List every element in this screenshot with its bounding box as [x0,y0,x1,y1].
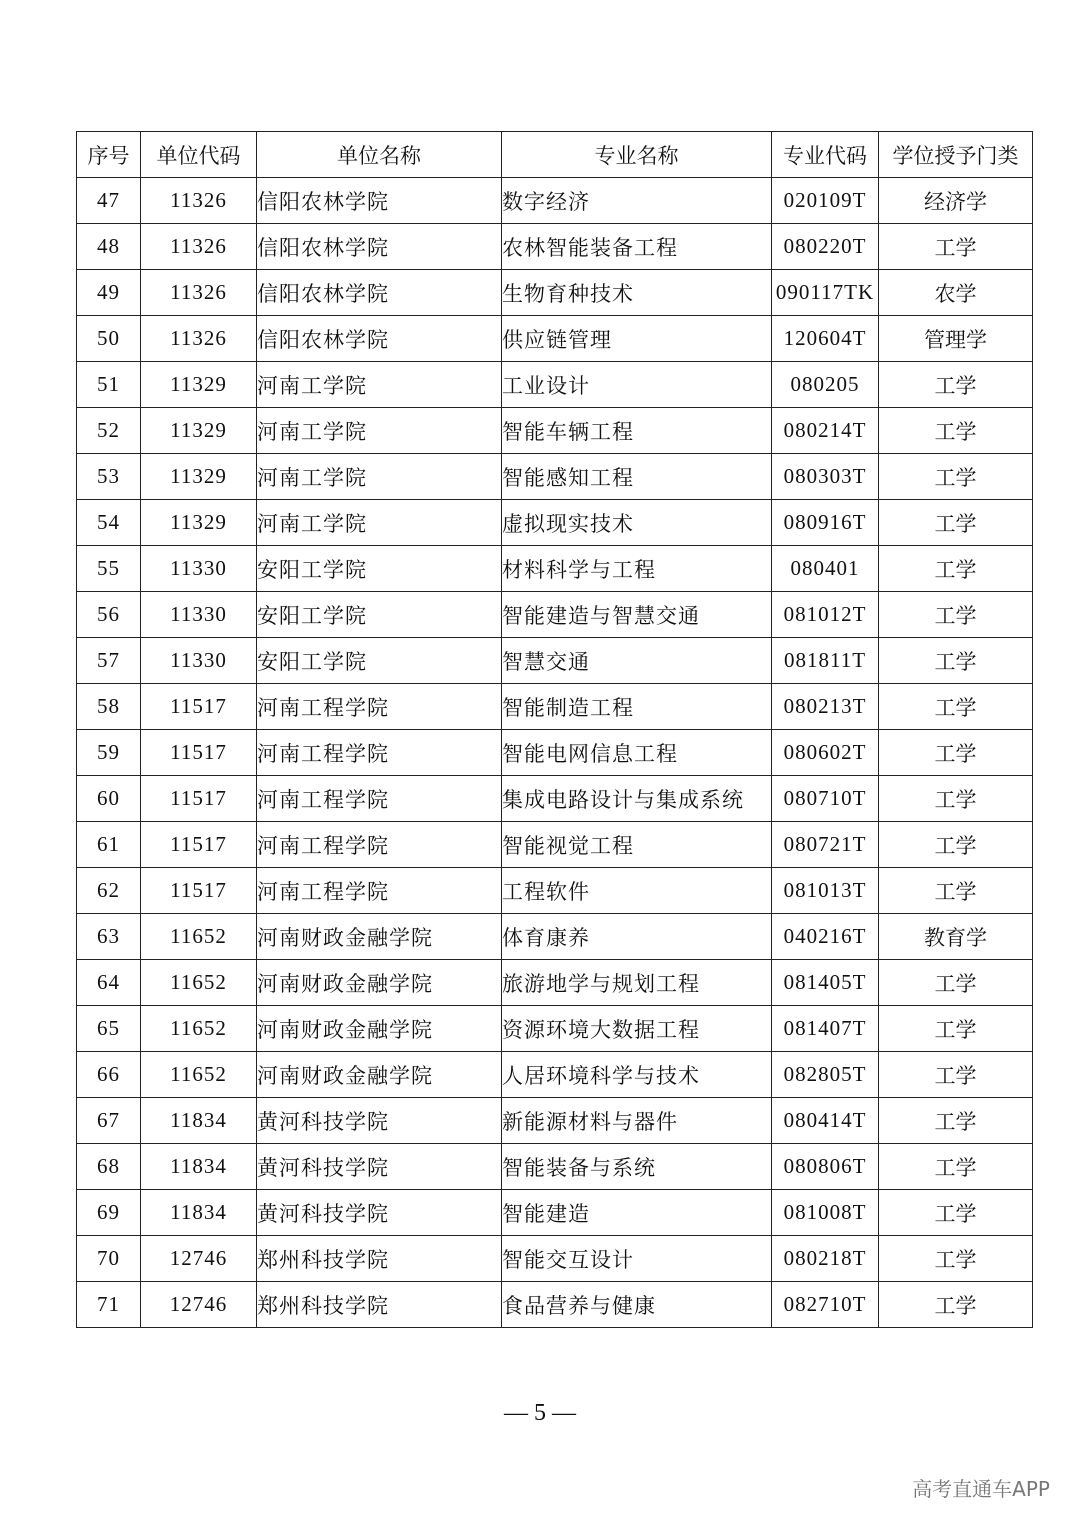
cell-seq: 48 [77,224,141,270]
cell-unit-name: 河南工程学院 [257,730,502,776]
cell-degree-category: 工学 [879,1098,1033,1144]
cell-unit-code: 11834 [141,1190,257,1236]
cell-major-code: 082805T [772,1052,879,1098]
cell-unit-code: 11326 [141,224,257,270]
cell-unit-code: 12746 [141,1236,257,1282]
cell-major-code: 081008T [772,1190,879,1236]
cell-major-name: 智能视觉工程 [502,822,772,868]
table-row [77,1052,1033,1098]
cell-degree-category: 工学 [879,500,1033,546]
cell-seq: 64 [77,960,141,1006]
cell-degree-category: 工学 [879,454,1033,500]
cell-major-code: 080220T [772,224,879,270]
cell-unit-code: 11652 [141,914,257,960]
cell-major-code: 080710T [772,776,879,822]
cell-unit-code: 11834 [141,1144,257,1190]
cell-major-name: 供应链管理 [502,316,772,362]
cell-major-name: 工业设计 [502,362,772,408]
table-body [77,178,1033,1328]
cell-degree-category: 工学 [879,1006,1033,1052]
cell-degree-category: 工学 [879,592,1033,638]
cell-major-name: 虚拟现实技术 [502,500,772,546]
cell-unit-name: 信阳农林学院 [257,224,502,270]
cell-seq: 56 [77,592,141,638]
cell-seq: 63 [77,914,141,960]
cell-major-name: 智能制造工程 [502,684,772,730]
cell-seq: 68 [77,1144,141,1190]
cell-major-code: 081811T [772,638,879,684]
cell-major-name: 数字经济 [502,178,772,224]
cell-major-code: 080213T [772,684,879,730]
table-row [77,500,1033,546]
header-unit-name: 单位名称 [257,132,502,178]
cell-major-code: 080205 [772,362,879,408]
cell-degree-category: 工学 [879,730,1033,776]
cell-major-code: 080218T [772,1236,879,1282]
cell-unit-code: 12746 [141,1282,257,1328]
cell-seq: 60 [77,776,141,822]
table-row [77,730,1033,776]
cell-major-name: 新能源材料与器件 [502,1098,772,1144]
cell-degree-category: 工学 [879,224,1033,270]
table-row [77,1236,1033,1282]
cell-unit-name: 安阳工学院 [257,592,502,638]
cell-seq: 54 [77,500,141,546]
cell-unit-name: 信阳农林学院 [257,178,502,224]
cell-major-code: 080303T [772,454,879,500]
cell-unit-name: 河南工程学院 [257,684,502,730]
cell-degree-category: 工学 [879,1190,1033,1236]
cell-degree-category: 管理学 [879,316,1033,362]
cell-major-name: 智能车辆工程 [502,408,772,454]
cell-major-code: 080214T [772,408,879,454]
cell-unit-name: 河南工程学院 [257,868,502,914]
cell-unit-name: 信阳农林学院 [257,270,502,316]
cell-degree-category: 经济学 [879,178,1033,224]
table-row [77,178,1033,224]
cell-unit-name: 安阳工学院 [257,638,502,684]
cell-unit-code: 11834 [141,1098,257,1144]
cell-major-name: 智慧交通 [502,638,772,684]
cell-unit-code: 11330 [141,592,257,638]
table-row [77,224,1033,270]
cell-major-name: 智能建造 [502,1190,772,1236]
cell-seq: 69 [77,1190,141,1236]
cell-major-code: 080414T [772,1098,879,1144]
table-row [77,960,1033,1006]
cell-major-name: 生物育种技术 [502,270,772,316]
cell-major-name: 材料科学与工程 [502,546,772,592]
cell-seq: 51 [77,362,141,408]
cell-unit-name: 河南工学院 [257,500,502,546]
cell-major-code: 080806T [772,1144,879,1190]
cell-major-code: 120604T [772,316,879,362]
cell-major-code: 090117TK [772,270,879,316]
table-row [77,1098,1033,1144]
cell-seq: 70 [77,1236,141,1282]
cell-unit-name: 安阳工学院 [257,546,502,592]
cell-major-code: 081405T [772,960,879,1006]
cell-unit-name: 郑州科技学院 [257,1236,502,1282]
cell-unit-name: 河南财政金融学院 [257,914,502,960]
header-unit-code: 单位代码 [141,132,257,178]
cell-unit-name: 黄河科技学院 [257,1190,502,1236]
cell-major-code: 080916T [772,500,879,546]
cell-major-code: 080602T [772,730,879,776]
table-row [77,1190,1033,1236]
cell-seq: 55 [77,546,141,592]
cell-degree-category: 工学 [879,1052,1033,1098]
cell-seq: 57 [77,638,141,684]
cell-major-name: 旅游地学与规划工程 [502,960,772,1006]
cell-major-code: 040216T [772,914,879,960]
table-row [77,454,1033,500]
cell-unit-name: 黄河科技学院 [257,1098,502,1144]
cell-major-name: 集成电路设计与集成系统 [502,776,772,822]
table-row [77,684,1033,730]
cell-degree-category: 工学 [879,1236,1033,1282]
cell-seq: 58 [77,684,141,730]
cell-degree-category: 工学 [879,638,1033,684]
cell-seq: 49 [77,270,141,316]
cell-unit-code: 11517 [141,868,257,914]
cell-major-name: 体育康养 [502,914,772,960]
table-row [77,546,1033,592]
cell-seq: 52 [77,408,141,454]
cell-unit-name: 河南工学院 [257,408,502,454]
cell-major-code: 081013T [772,868,879,914]
table-row [77,1144,1033,1190]
cell-unit-code: 11652 [141,1006,257,1052]
cell-unit-name: 郑州科技学院 [257,1282,502,1328]
cell-seq: 61 [77,822,141,868]
cell-degree-category: 工学 [879,868,1033,914]
cell-unit-code: 11517 [141,684,257,730]
cell-major-name: 智能建造与智慧交通 [502,592,772,638]
table-row [77,1282,1033,1328]
watermark: 高考直通车APP [912,1477,1050,1501]
cell-degree-category: 工学 [879,822,1033,868]
cell-unit-code: 11517 [141,730,257,776]
cell-unit-name: 河南工程学院 [257,776,502,822]
cell-degree-category: 工学 [879,1282,1033,1328]
cell-seq: 53 [77,454,141,500]
cell-degree-category: 工学 [879,960,1033,1006]
cell-unit-name: 河南财政金融学院 [257,1052,502,1098]
cell-unit-code: 11329 [141,500,257,546]
majors-table [76,131,1033,1328]
table-row [77,362,1033,408]
table-row [77,776,1033,822]
cell-seq: 59 [77,730,141,776]
header-seq: 序号 [77,132,141,178]
cell-seq: 66 [77,1052,141,1098]
cell-major-code: 020109T [772,178,879,224]
cell-unit-code: 11329 [141,362,257,408]
table-row [77,638,1033,684]
cell-major-name: 资源环境大数据工程 [502,1006,772,1052]
cell-major-code: 081407T [772,1006,879,1052]
table-row [77,270,1033,316]
table-row [77,1006,1033,1052]
cell-major-name: 食品营养与健康 [502,1282,772,1328]
cell-unit-code: 11652 [141,1052,257,1098]
cell-seq: 47 [77,178,141,224]
cell-unit-name: 河南财政金融学院 [257,1006,502,1052]
header-degree-category: 学位授予门类 [879,132,1033,178]
cell-major-code: 080721T [772,822,879,868]
cell-degree-category: 工学 [879,776,1033,822]
cell-unit-code: 11517 [141,822,257,868]
cell-unit-name: 河南工程学院 [257,822,502,868]
cell-seq: 71 [77,1282,141,1328]
cell-major-name: 智能交互设计 [502,1236,772,1282]
cell-degree-category: 工学 [879,1144,1033,1190]
cell-seq: 65 [77,1006,141,1052]
cell-degree-category: 工学 [879,362,1033,408]
cell-unit-code: 11326 [141,270,257,316]
cell-seq: 50 [77,316,141,362]
cell-unit-code: 11326 [141,178,257,224]
cell-unit-name: 河南工学院 [257,362,502,408]
cell-major-code: 082710T [772,1282,879,1328]
cell-degree-category: 工学 [879,408,1033,454]
cell-major-code: 081012T [772,592,879,638]
cell-unit-code: 11329 [141,408,257,454]
cell-unit-code: 11652 [141,960,257,1006]
cell-unit-code: 11330 [141,546,257,592]
cell-unit-name: 黄河科技学院 [257,1144,502,1190]
page-number: — 5 — [504,1400,576,1426]
cell-degree-category: 农学 [879,270,1033,316]
cell-unit-name: 河南财政金融学院 [257,960,502,1006]
header-major-name: 专业名称 [502,132,772,178]
cell-seq: 67 [77,1098,141,1144]
cell-unit-code: 11326 [141,316,257,362]
table-row [77,868,1033,914]
cell-major-name: 智能感知工程 [502,454,772,500]
cell-major-name: 农林智能装备工程 [502,224,772,270]
cell-major-name: 智能装备与系统 [502,1144,772,1190]
cell-seq: 62 [77,868,141,914]
cell-major-name: 智能电网信息工程 [502,730,772,776]
table-row [77,822,1033,868]
table-header [77,132,1033,178]
cell-degree-category: 工学 [879,684,1033,730]
cell-unit-code: 11329 [141,454,257,500]
table-row [77,316,1033,362]
cell-major-name: 人居环境科学与技术 [502,1052,772,1098]
cell-unit-name: 信阳农林学院 [257,316,502,362]
cell-unit-code: 11517 [141,776,257,822]
header-major-code: 专业代码 [772,132,879,178]
cell-unit-name: 河南工学院 [257,454,502,500]
cell-major-code: 080401 [772,546,879,592]
cell-degree-category: 教育学 [879,914,1033,960]
header-row [77,132,1033,178]
table-row [77,592,1033,638]
cell-major-name: 工程软件 [502,868,772,914]
table-row [77,408,1033,454]
cell-unit-code: 11330 [141,638,257,684]
cell-degree-category: 工学 [879,546,1033,592]
table-row [77,914,1033,960]
